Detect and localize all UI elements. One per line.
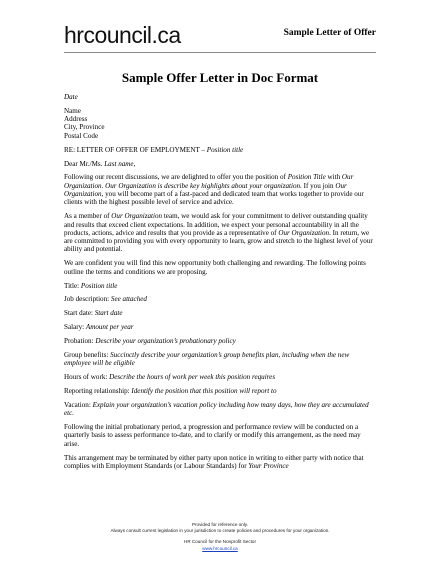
term-value: Identify the position that this position will report to xyxy=(131,387,277,396)
header-divider xyxy=(64,52,376,53)
paragraph-intro xyxy=(64,173,376,206)
placeholder-run: Position Title xyxy=(287,173,326,182)
footer-legislation-note: Always consult current legislation in your jurisdiction to create policies and procedures for your organization. xyxy=(110,528,330,534)
site-logo: hrcouncil.ca xyxy=(64,22,181,48)
term-label: Vacation: xyxy=(64,400,93,409)
letter-body xyxy=(64,93,376,476)
salutation-placeholder: Last name xyxy=(104,159,134,168)
term-label: Start date: xyxy=(64,309,95,318)
term-value: See attached xyxy=(110,295,147,304)
re-prefix: RE: LETTER OF OFFER OF EMPLOYMENT – xyxy=(64,145,207,154)
term-label: Hours of work: xyxy=(64,373,110,382)
term-salary xyxy=(64,323,376,331)
text-run: with xyxy=(325,173,342,182)
term-title xyxy=(64,282,376,290)
page-footer xyxy=(0,522,440,552)
term-label: Title: xyxy=(64,281,81,290)
footer-website-link[interactable]: www.hrcouncil.ca xyxy=(202,545,238,551)
term-label: Reporting relationship: xyxy=(64,387,132,396)
header-title: Sample Letter of Offer xyxy=(283,28,376,38)
address-block xyxy=(64,107,376,140)
address-line: City, Province xyxy=(64,123,105,132)
address-line: Address xyxy=(64,115,88,124)
paragraph-commitment xyxy=(64,212,376,253)
text-run: This arrangement may be terminated by either party upon notice in writing to either party with notice that complies with Employment Standards (or Labour Standards) for xyxy=(64,453,364,470)
placeholder-run: is describe key highlights about your organization. xyxy=(155,181,302,190)
paragraph-terms-intro: We are confident you will find this new opportunity both challenging and rewarding. The following points outline the terms and conditions we are proposing. xyxy=(64,259,366,276)
term-group-benefits xyxy=(64,351,376,368)
text-run: team, we would ask for your commitment to deliver outstanding quality and results that exceed client expectations. In addition, we expect your personal accountability in all the products, actions, advice and results that you provide as a representative of xyxy=(64,212,368,237)
text-run: As a member of xyxy=(64,212,112,221)
term-job-description xyxy=(64,295,376,303)
term-value: Succinctly describe your organization’s group benefits plan, including when the new employee will be eligible xyxy=(64,350,350,368)
term-value: Amount per year xyxy=(85,323,134,332)
term-start-date xyxy=(64,309,376,317)
term-value: Start date xyxy=(94,309,123,318)
paragraph-review: Following the initial probationary period, a progression and performance review will be conducted on a quarterly basis to assess performance to-date, and to clarify or modify this arrangement, as the need may arise. xyxy=(64,423,361,448)
paragraph-termination xyxy=(64,454,376,471)
term-value: Describe the hours of work per week this position requires xyxy=(109,373,276,382)
address-line: Postal Code xyxy=(64,131,99,140)
term-label: Salary: xyxy=(64,323,86,332)
term-reporting-relationship xyxy=(64,387,376,395)
term-value: Position title xyxy=(80,281,118,290)
term-probation xyxy=(64,337,376,345)
placeholder-run: Your Province xyxy=(248,461,289,470)
term-value: Explain your organization’s vacation policy including how many days, how they are accumulated etc. xyxy=(64,400,369,418)
text-run: . In return, we are committed to providing you with every opportunity to learn, grow and stretch to the highest level of your ability and potential. xyxy=(64,228,373,254)
term-hours-of-work xyxy=(64,373,376,381)
term-label: Job description: xyxy=(64,295,111,304)
placeholder-run: Our Organization xyxy=(278,228,330,237)
re-placeholder: Position title xyxy=(206,145,244,154)
term-value: Describe your organization’s probationary policy xyxy=(95,337,236,346)
text-run: , you will become part of a fast-paced and dedicated team that works together to provide our clients with the highest possible level of service and advice. xyxy=(64,190,364,207)
placeholder-run: Our Organization xyxy=(64,181,347,199)
document-title: Sample Offer Letter in Doc Format xyxy=(121,70,319,85)
date-line: Date xyxy=(64,93,78,101)
address-line: Name xyxy=(64,106,81,115)
footer-disclaimer: Provided for reference only. xyxy=(191,522,249,527)
term-label: Group benefits: xyxy=(64,350,111,359)
placeholder-run: Our Organization xyxy=(111,212,163,221)
re-line xyxy=(64,146,376,154)
salutation-suffix: , xyxy=(133,159,136,168)
text-run: Following our recent discussions, we are delighted to offer you the position of xyxy=(64,173,288,182)
placeholder-run: Our Organization. Our Organization xyxy=(64,173,354,190)
salutation-prefix: Dear Mr./Ms. xyxy=(64,159,105,168)
footer-organization: HR Council for the Nonprofit Sector xyxy=(184,539,256,545)
text-run: If you join xyxy=(301,181,336,190)
term-vacation xyxy=(64,401,376,418)
term-label: Probation: xyxy=(64,337,96,346)
salutation xyxy=(64,160,376,168)
